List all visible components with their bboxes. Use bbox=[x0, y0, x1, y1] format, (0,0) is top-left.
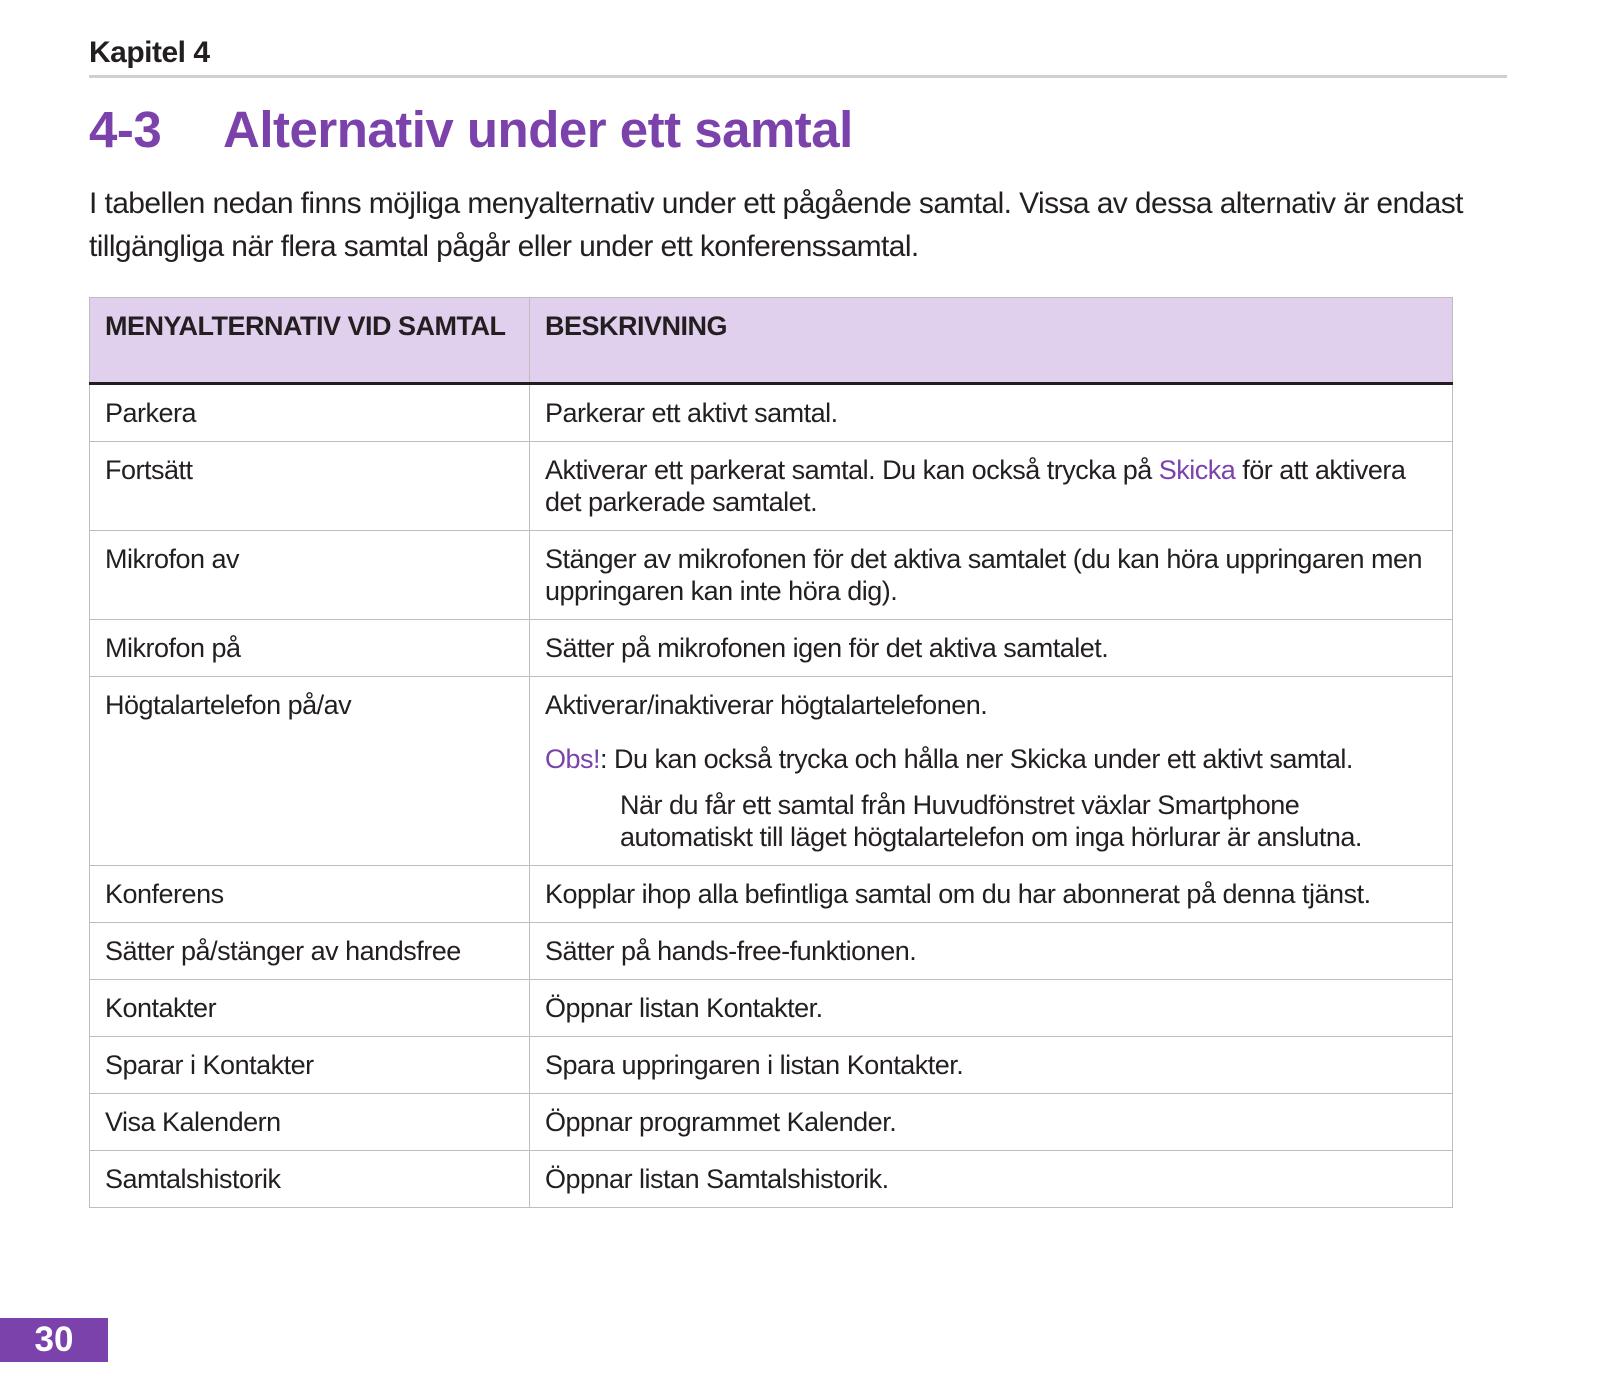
column-header-description: BESKRIVNING bbox=[530, 298, 1453, 384]
section-number: 4-3 bbox=[89, 101, 162, 158]
table-header bbox=[90, 298, 1453, 384]
option-cell: Mikrofon på bbox=[90, 620, 530, 677]
table-row bbox=[90, 677, 1453, 866]
option-cell: Samtalshistorik bbox=[90, 1151, 530, 1208]
description-cell: Sätter på hands-free-funktionen. bbox=[530, 923, 1453, 980]
table-row bbox=[90, 1037, 1453, 1094]
option-cell: Sparar i Kontakter bbox=[90, 1037, 530, 1094]
obs-detail: När du får ett samtal från Huvudfönstret växlar Smartphone automatiskt till läget högtalartelefon om inga hörlurar är anslutna. bbox=[620, 790, 1362, 852]
column-header-option: MENYALTERNATIV VID SAMTAL bbox=[90, 298, 530, 384]
option-cell: Konferens bbox=[90, 866, 530, 923]
description-text: Aktiverar ett parkerat samtal. Du kan också trycka på bbox=[545, 455, 1159, 485]
option-cell: Högtalartelefon på/av bbox=[90, 677, 530, 866]
intro-paragraph: I tabellen nedan finns möjliga menyalternativ under ett pågående samtal. Vissa av dessa alternativ är endast tillgängliga när flera samtal pågår eller under ett konferenssamtal. bbox=[89, 187, 1463, 263]
section-title: Alternativ under ett samtal bbox=[223, 101, 853, 158]
page-number: 30 bbox=[0, 1318, 108, 1362]
section-heading bbox=[89, 100, 853, 159]
option-cell: Kontakter bbox=[90, 980, 530, 1037]
option-cell: Fortsätt bbox=[90, 442, 530, 531]
description-cell: Stänger av mikrofonen för det aktiva samtalet (du kan höra uppringaren men uppringaren kan inte höra dig). bbox=[530, 531, 1453, 620]
table-row bbox=[90, 442, 1453, 531]
description-text: Aktiverar/inaktiverar högtalartelefonen. bbox=[545, 690, 988, 720]
description-text: för att aktivera det parkerade samtalet. bbox=[545, 455, 1406, 517]
table-row bbox=[90, 1151, 1453, 1208]
description-cell bbox=[530, 677, 1453, 866]
option-cell: Visa Kalendern bbox=[90, 1094, 530, 1151]
description-cell: Öppnar listan Samtalshistorik. bbox=[530, 1151, 1453, 1208]
table-row bbox=[90, 923, 1453, 980]
description-cell bbox=[530, 442, 1453, 531]
table-row bbox=[90, 866, 1453, 923]
table-row bbox=[90, 1094, 1453, 1151]
skicka-key-reference: Skicka bbox=[1158, 455, 1236, 485]
obs-label: Obs! bbox=[545, 744, 601, 774]
option-cell: Parkera bbox=[90, 384, 530, 442]
description-cell: Spara uppringaren i listan Kontakter. bbox=[530, 1037, 1453, 1094]
obs-note-line bbox=[545, 743, 1437, 775]
table-row bbox=[90, 531, 1453, 620]
description-cell: Kopplar ihop alla befintliga samtal om du har abonnerat på denna tjänst. bbox=[530, 866, 1453, 923]
obs-text: : Du kan också trycka och hålla ner Skicka under ett aktivt samtal. bbox=[600, 744, 1353, 774]
call-options-table bbox=[89, 297, 1453, 1208]
header-rule bbox=[89, 75, 1507, 78]
table-row bbox=[90, 620, 1453, 677]
description-cell: Öppnar listan Kontakter. bbox=[530, 980, 1453, 1037]
table-row bbox=[90, 384, 1453, 442]
description-cell: Öppnar programmet Kalender. bbox=[530, 1094, 1453, 1151]
table-header-row bbox=[90, 298, 1453, 384]
chapter-label: Kapitel 4 bbox=[89, 36, 210, 69]
option-cell: Sätter på/stänger av handsfree bbox=[90, 923, 530, 980]
option-cell: Mikrofon av bbox=[90, 531, 530, 620]
description-cell: Sätter på mikrofonen igen för det aktiva samtalet. bbox=[530, 620, 1453, 677]
table-row bbox=[90, 980, 1453, 1037]
description-cell: Parkerar ett aktivt samtal. bbox=[530, 384, 1453, 442]
table-body bbox=[90, 384, 1453, 1208]
